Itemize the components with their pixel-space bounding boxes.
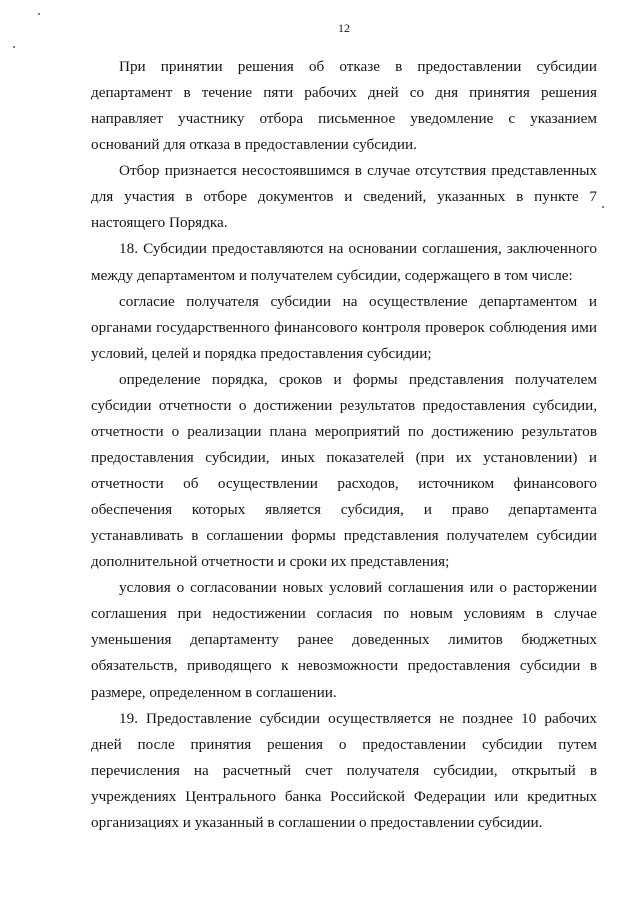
text-line: отчетности об осуществлении расходов, источником финансового bbox=[91, 475, 597, 492]
text-line: для участия в отборе документов и сведений, указанных в пункте 7 bbox=[91, 188, 597, 206]
paragraph bbox=[91, 575, 597, 705]
text-line: дней после принятия решения о предоставлении субсидии путем bbox=[91, 735, 597, 753]
paragraph bbox=[91, 289, 597, 367]
text-line: 18. Субсидии предоставляются на основании соглашения, заключенного bbox=[119, 240, 597, 258]
text-line: обеспечения которых является субсидия, и право департамента bbox=[91, 501, 597, 519]
page-number: 12 bbox=[338, 21, 350, 35]
text-line: размере, определенном в соглашении. bbox=[91, 683, 337, 701]
document-body bbox=[91, 54, 597, 836]
text-line: перечисления на расчетный счет получателя субсидии, открытый в bbox=[91, 761, 597, 779]
scan-speck bbox=[13, 46, 15, 48]
text-line: оснований для отказа в предоставлении субсидии. bbox=[91, 136, 417, 154]
text-line: дополнительной отчетности и сроки их представления; bbox=[91, 553, 450, 571]
text-line: органами государственного финансового контроля проверок соблюдения ими bbox=[91, 318, 597, 336]
text-line: соглашения при недостижении согласия по новым условиям в случае bbox=[91, 605, 597, 623]
paragraph bbox=[91, 54, 597, 158]
text-line: отчетности о реализации плана мероприятий по достижению результатов bbox=[91, 422, 597, 440]
text-line: согласие получателя субсидии на осуществление департаментом и bbox=[119, 292, 597, 310]
scan-speck bbox=[38, 13, 40, 15]
text-line: уменьшения департаменту ранее доведенных лимитов бюджетных bbox=[91, 631, 597, 649]
text-line: Отбор признается несостоявшимся в случае отсутствия представленных bbox=[119, 162, 597, 180]
text-line: учреждениях Центрального банка Российской Федерации или кредитных bbox=[91, 787, 597, 805]
text-line: 19. Предоставление субсидии осуществляется не позднее 10 рабочих bbox=[119, 709, 597, 727]
paragraph bbox=[91, 236, 597, 288]
text-line: условий, целей и порядка предоставления субсидии; bbox=[91, 344, 432, 362]
text-line: предоставления субсидии, иных показателей (при их установлении) и bbox=[91, 448, 597, 466]
text-line: настоящего Порядка. bbox=[91, 214, 228, 232]
text-line: определение порядка, сроков и формы представления получателем bbox=[119, 370, 597, 388]
text-line: между департаментом и получателем субсидии, содержащего в том числе: bbox=[91, 266, 573, 284]
scan-speck bbox=[602, 206, 604, 208]
text-line: условия о согласовании новых условий соглашения или о расторжении bbox=[119, 579, 597, 597]
paragraph bbox=[91, 367, 597, 576]
text-line: устанавливать в соглашении формы представления получателем субсидии bbox=[91, 527, 597, 545]
text-line: обязательств, приводящего к невозможности предоставления субсидии в bbox=[91, 657, 597, 675]
text-line: субсидии отчетности о достижении результатов предоставления субсидии, bbox=[91, 396, 597, 414]
paragraph bbox=[91, 158, 597, 236]
text-line: При принятии решения об отказе в предоставлении субсидии bbox=[119, 58, 597, 75]
text-line: организациях и указанный в соглашении о предоставлении субсидии. bbox=[91, 813, 543, 831]
paragraph bbox=[91, 706, 597, 836]
text-line: департамент в течение пяти рабочих дней со дня принятия решения bbox=[91, 84, 597, 102]
text-line: направляет участнику отбора письменное уведомление с указанием bbox=[91, 110, 597, 128]
